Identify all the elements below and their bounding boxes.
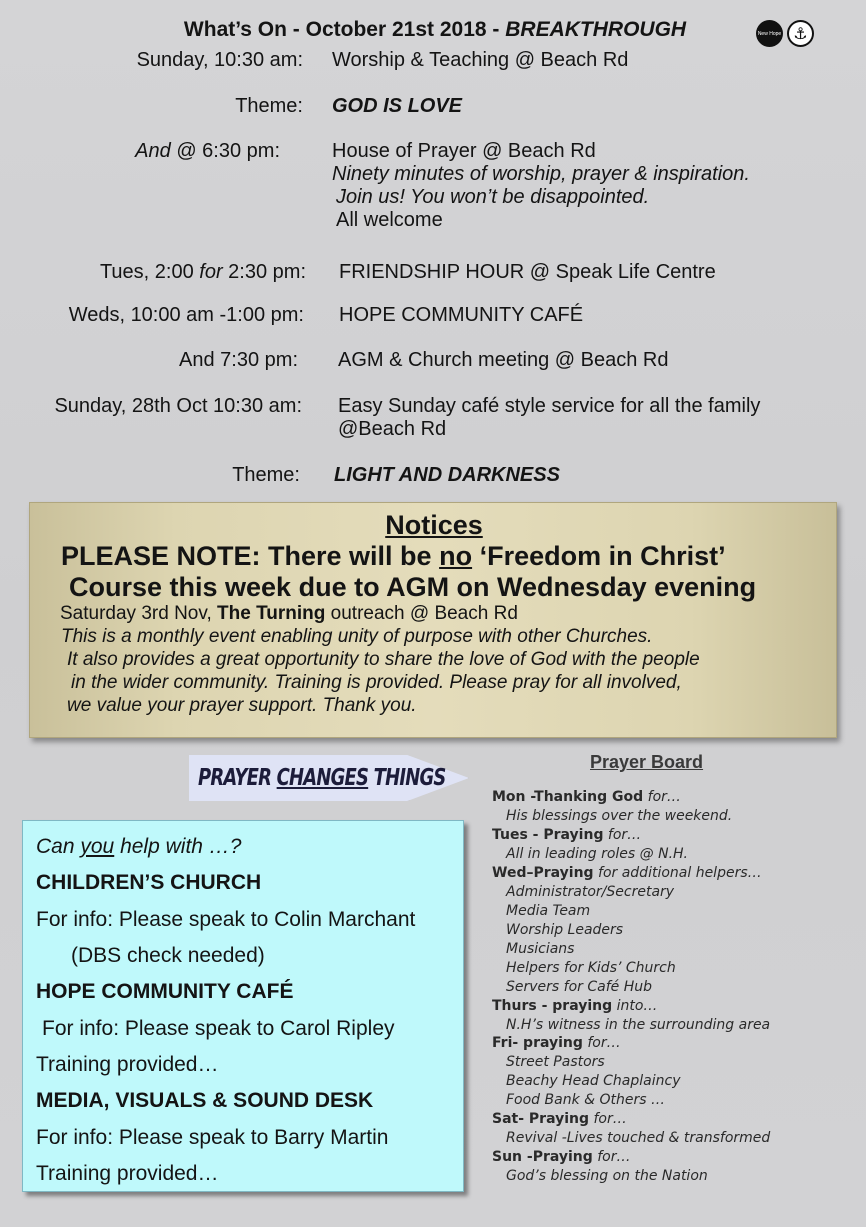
prayer-saturday-1: Revival -Lives touched & transformed [506,1130,771,1146]
help-cafe-contact: For info: Please speak to Carol Ripley [42,1017,395,1040]
banner-text [198,765,446,791]
prayer-sunday-for: for… [597,1149,631,1165]
prayer-wednesday-2: Media Team [506,903,591,919]
prayer-wednesday-3: Worship Leaders [506,922,624,938]
banner-word-1: PRAYER [198,765,272,791]
notice-saturday-date: Saturday 3rd Nov, [60,603,212,624]
wednesday-time: Weds, 10:00 am -1:00 pm: [68,304,304,326]
sunday-event: Worship & Teaching @ Beach Rd [332,49,629,71]
prayer-wednesday-5: Helpers for Kids’ Church [506,960,676,976]
tuesday-time [100,261,306,284]
prayer-thursday-for: into… [616,998,658,1014]
prayer-saturday-day: Sat- Praying [492,1111,590,1127]
notice-line-2: Course this week due to AGM on Wednesday evening [69,572,757,602]
title-text: What’s On - October 21st 2018 - [183,18,500,41]
notice-saturday-place: outreach @ Beach Rd [330,603,518,624]
notice-line-1-start: PLEASE NOTE: There will be [61,541,432,571]
theme2-value: LIGHT AND DARKNESS [334,464,560,486]
next-sunday-time: Sunday, 28th Oct 10:30 am: [54,395,302,417]
tuesday-time-end: 2:30 pm: [228,261,306,283]
tuesday-time-for: for [199,261,223,283]
banner-word-3: THINGS [373,765,446,791]
prayer-wednesday-for: for additional helpers… [598,865,762,881]
help-dbs-note: (DBS check needed) [71,944,265,967]
prayer-monday-1: His blessings over the weekend. [506,808,733,824]
prayer-tuesday-day: Tues - Praying [492,827,604,843]
theme2-label: Theme: [232,464,300,486]
notices-heading: Notices [385,510,483,540]
wednesday-evening-time: And 7:30 pm: [179,349,298,371]
next-sunday-event-1: Easy Sunday café style service for all the family [338,395,761,417]
anchor-icon: ⚓ [787,20,814,47]
banner-word-2: CHANGES [276,765,369,791]
help-box [22,820,464,1192]
prayer-wednesday [492,865,762,881]
church-logo [756,20,814,47]
prayer-sunday-day: Sun -Praying [492,1149,593,1165]
prayer-changes-things-banner [189,755,469,801]
help-childrens-contact: For info: Please speak to Colin Marchant [36,908,416,931]
notice-desc-3: in the wider community. Training is provided. Please pray for all involved, [71,672,682,693]
prayer-tuesday-for: for… [607,827,642,843]
theme1-value: GOD IS LOVE [332,95,463,117]
prayer-wednesday-6: Servers for Café Hub [506,979,652,995]
prayer-thursday [492,998,657,1014]
help-childrens-church: CHILDREN’S CHURCH [36,871,262,894]
new-hope-logo: New Hope [756,20,783,47]
notice-saturday [60,602,518,625]
prayer-friday-3: Food Bank & Others … [506,1092,665,1108]
help-question-you: you [80,835,115,858]
evening-time [135,140,280,163]
notice-line-1 [61,541,726,572]
prayer-tuesday-1: All in leading roles @ N.H. [506,846,689,862]
prayer-friday-for: for… [587,1035,621,1051]
wednesday-event: HOPE COMMUNITY CAFÉ [339,304,584,326]
help-cafe: HOPE COMMUNITY CAFÉ [36,980,294,1003]
prayer-saturday [492,1111,627,1127]
evening-event: House of Prayer @ Beach Rd [332,140,596,162]
prayer-sunday [492,1149,631,1165]
page-title [0,18,866,42]
help-cafe-training: Training provided… [36,1053,219,1076]
prayer-tuesday [492,827,641,843]
help-question [36,835,241,859]
evening-desc-2: Join us! You won’t be disappointed. [336,186,650,208]
help-media: MEDIA, VISUALS & SOUND DESK [36,1089,374,1112]
prayer-friday [492,1035,621,1051]
evening-time-value: @ 6:30 pm: [176,140,280,162]
prayer-wednesday-4: Musicians [506,941,575,957]
help-question-can: Can [36,835,75,858]
notice-saturday-event: The Turning [217,603,326,624]
prayer-friday-day: Fri- praying [492,1035,583,1051]
notice-desc-1: This is a monthly event enabling unity of purpose with other Churches. [61,626,653,647]
title-subtitle: BREAKTHROUGH [505,18,687,41]
prayer-sunday-1: God’s blessing on the Nation [506,1168,708,1184]
prayer-thursday-1: N.H’s witness in the surrounding area [506,1017,771,1033]
tuesday-event: FRIENDSHIP HOUR @ Speak Life Centre [339,261,716,283]
prayer-thursday-day: Thurs - praying [492,998,613,1014]
prayer-monday-day: Mon -Thanking God [492,789,644,805]
prayer-wednesday-day: Wed–Praying [492,865,594,881]
notice-desc-2: It also provides a great opportunity to share the love of God with the people [67,649,700,670]
prayer-saturday-for: for… [593,1111,627,1127]
notices-panel [29,502,837,738]
evening-and: And [135,140,171,162]
prayer-board-title: Prayer Board [590,752,704,772]
theme1-label: Theme: [235,95,303,117]
notice-line-1-no: no [439,541,473,571]
notice-desc-4: we value your prayer support. Thank you. [67,695,417,716]
help-media-contact: For info: Please speak to Barry Martin [36,1126,389,1149]
tuesday-time-start: Tues, 2:00 [99,261,194,283]
notice-line-1-end: ‘Freedom in Christ’ [479,541,726,571]
prayer-monday-for: for… [647,789,681,805]
help-media-training: Training provided… [36,1162,219,1185]
wednesday-evening-event: AGM & Church meeting @ Beach Rd [338,349,669,371]
evening-desc-1: Ninety minutes of worship, prayer & inspiration. [332,163,750,185]
sunday-time: Sunday, 10:30 am: [136,49,303,71]
help-question-end: help with …? [120,835,242,858]
prayer-monday [492,789,681,805]
next-sunday-event-2: @Beach Rd [338,418,447,440]
prayer-friday-2: Beachy Head Chaplaincy [506,1073,681,1089]
prayer-friday-1: Street Pastors [506,1054,605,1070]
evening-desc-3: All welcome [336,209,443,231]
prayer-wednesday-1: Administrator/Secretary [506,884,675,900]
